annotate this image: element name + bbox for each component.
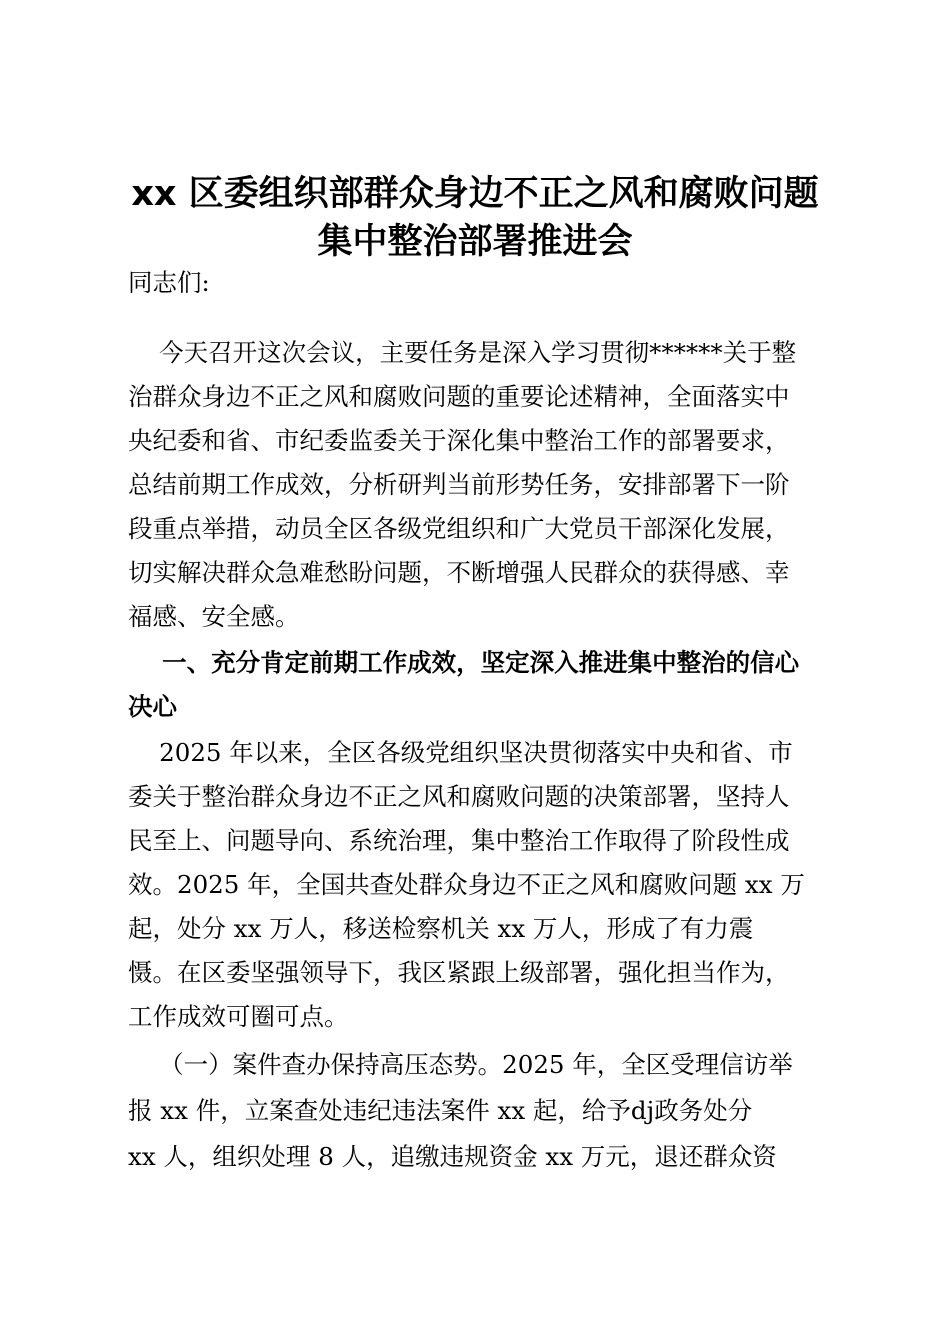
paragraph-2-line: 工作成效可圈可点。: [128, 1002, 349, 1031]
paragraph-1-line: 今天召开这次会议，主要任务是深入学习贯彻******关于整: [128, 338, 797, 367]
paragraph-2-line: 效。2025 年，全国共查处群众身边不正之风和腐败问题 xx 万: [128, 870, 805, 899]
paragraph-3-line: （一）案件查办保持高压态势。2025 年，全区受理信访举: [128, 1050, 793, 1079]
paragraph-1-line: 切实解决群众急难愁盼问题，不断增强人民群众的获得感、幸: [128, 558, 790, 587]
paragraph-2-line: 2025 年以来，全区各级党组织坚决贯彻落实中央和省、市: [128, 738, 793, 767]
document-title-line-2: 集中整治部署推进会: [317, 222, 633, 262]
paragraph-2-line: 慑。在区委坚强领导下，我区紧跟上级部署，强化担当作为，: [128, 958, 790, 987]
section-1-heading-line: 一、充分肯定前期工作成效，坚定深入推进集中整治的信心: [128, 648, 800, 677]
paragraph-1-line: 段重点举措，动员全区各级党组织和广大党员干部深化发展，: [128, 514, 790, 543]
paragraph-3-line: 报 xx 件，立案查处违纪违法案件 xx 起，给予dj政务处分: [128, 1096, 753, 1125]
section-1-heading-line: 决心: [128, 692, 177, 721]
paragraph-1-line: 治群众身边不正之风和腐败问题的重要论述精神，全面落实中: [128, 382, 790, 411]
paragraph-2-line: 民至上、问题导向、系统治理，集中整治工作取得了阶段性成: [128, 826, 790, 855]
paragraph-1-line: 央纪委和省、市纪委监委关于深化集中整治工作的部署要求，: [128, 426, 790, 455]
paragraph-1-line: 总结前期工作成效，分析研判当前形势任务，安排部署下一阶: [128, 470, 790, 499]
document-title-line-1: xx 区委组织部群众身边不正之风和腐败问题: [131, 174, 819, 214]
paragraph-2-line: 委关于整治群众身边不正之风和腐败问题的决策部署，坚持人: [128, 782, 790, 811]
paragraph-1-line: 福感、安全感。: [128, 602, 300, 631]
salutation: 同志们:: [128, 268, 210, 297]
paragraph-2-line: 起，处分 xx 万人，移送检察机关 xx 万人，形成了有力震: [128, 914, 754, 943]
paragraph-3-line: xx 人，组织处理 8 人，追缴违规资金 xx 万元，退还群众资: [128, 1142, 777, 1171]
